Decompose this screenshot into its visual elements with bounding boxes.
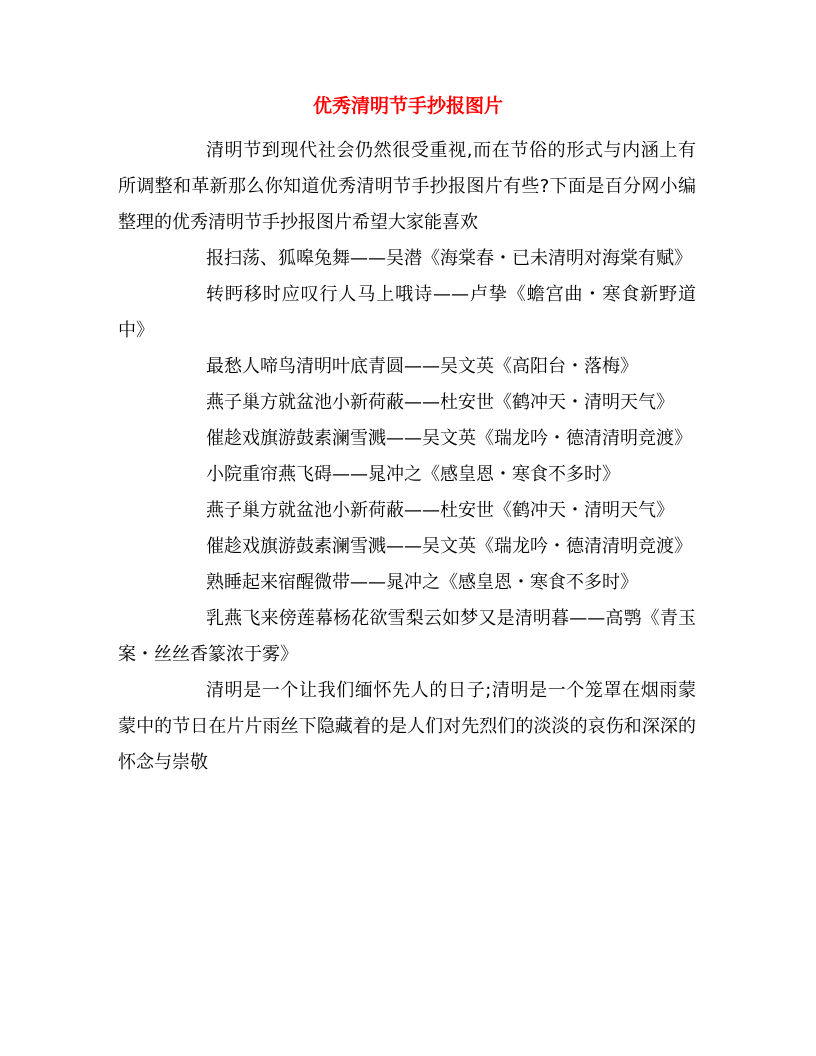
paragraph-poem-line: 乳燕飞来傍莲幕杨花欲雪梨云如梦又是清明暮——高鹗《青玉案・丝丝香篆浓于雾》 [118, 608, 696, 665]
paragraph-closing: 清明是一个让我们缅怀先人的日子;清明是一个笼罩在烟雨蒙蒙中的节日在片片雨丝下隐藏着的是人们对先烈们的淡淡的哀伤和深深的怀念与崇敬 [118, 680, 696, 773]
paragraph-poem-line: 燕子巢方就盆池小新荷蔽——杜安世《鹤冲天・清明天气》 [206, 392, 674, 413]
paragraph-poem-line: 催趁戏旗游鼓素澜雪溅——吴文英《瑞龙吟・德清清明竞渡》 [206, 428, 692, 449]
document-body [118, 133, 696, 781]
paragraph-intro: 清明节到现代社会仍然很受重视,而在节俗的形式与内涵上有所调整和革新那么你知道优秀清明节手抄报图片有些?下面是百分网小编整理的优秀清明节手抄报图片希望大家能喜欢 [118, 140, 696, 233]
paragraph-poem-line: 转眄移时应叹行人马上哦诗——卢挚《蟾宫曲・寒食新野道中》 [118, 284, 696, 341]
document-title: 优秀清明节手抄报图片 [312, 95, 503, 117]
paragraph-poem-line: 小院重帘燕飞碍——晁冲之《感皇恩・寒食不多时》 [206, 464, 620, 485]
paragraph-poem-line: 熟睡起来宿醒微带——晁冲之《感皇恩・寒食不多时》 [206, 572, 638, 593]
paragraph-poem-line: 最愁人啼鸟清明叶底青圆——吴文英《高阳台・落梅》 [206, 356, 638, 377]
paragraph-poem-line: 报扫荡、狐嗥兔舞——吴潜《海棠春・已未清明对海棠有赋》 [206, 248, 692, 269]
paragraph-poem-line: 燕子巢方就盆池小新荷蔽——杜安世《鹤冲天・清明天气》 [206, 500, 674, 521]
paragraph-poem-line: 催趁戏旗游鼓素澜雪溅——吴文英《瑞龙吟・德清清明竞渡》 [206, 536, 692, 557]
